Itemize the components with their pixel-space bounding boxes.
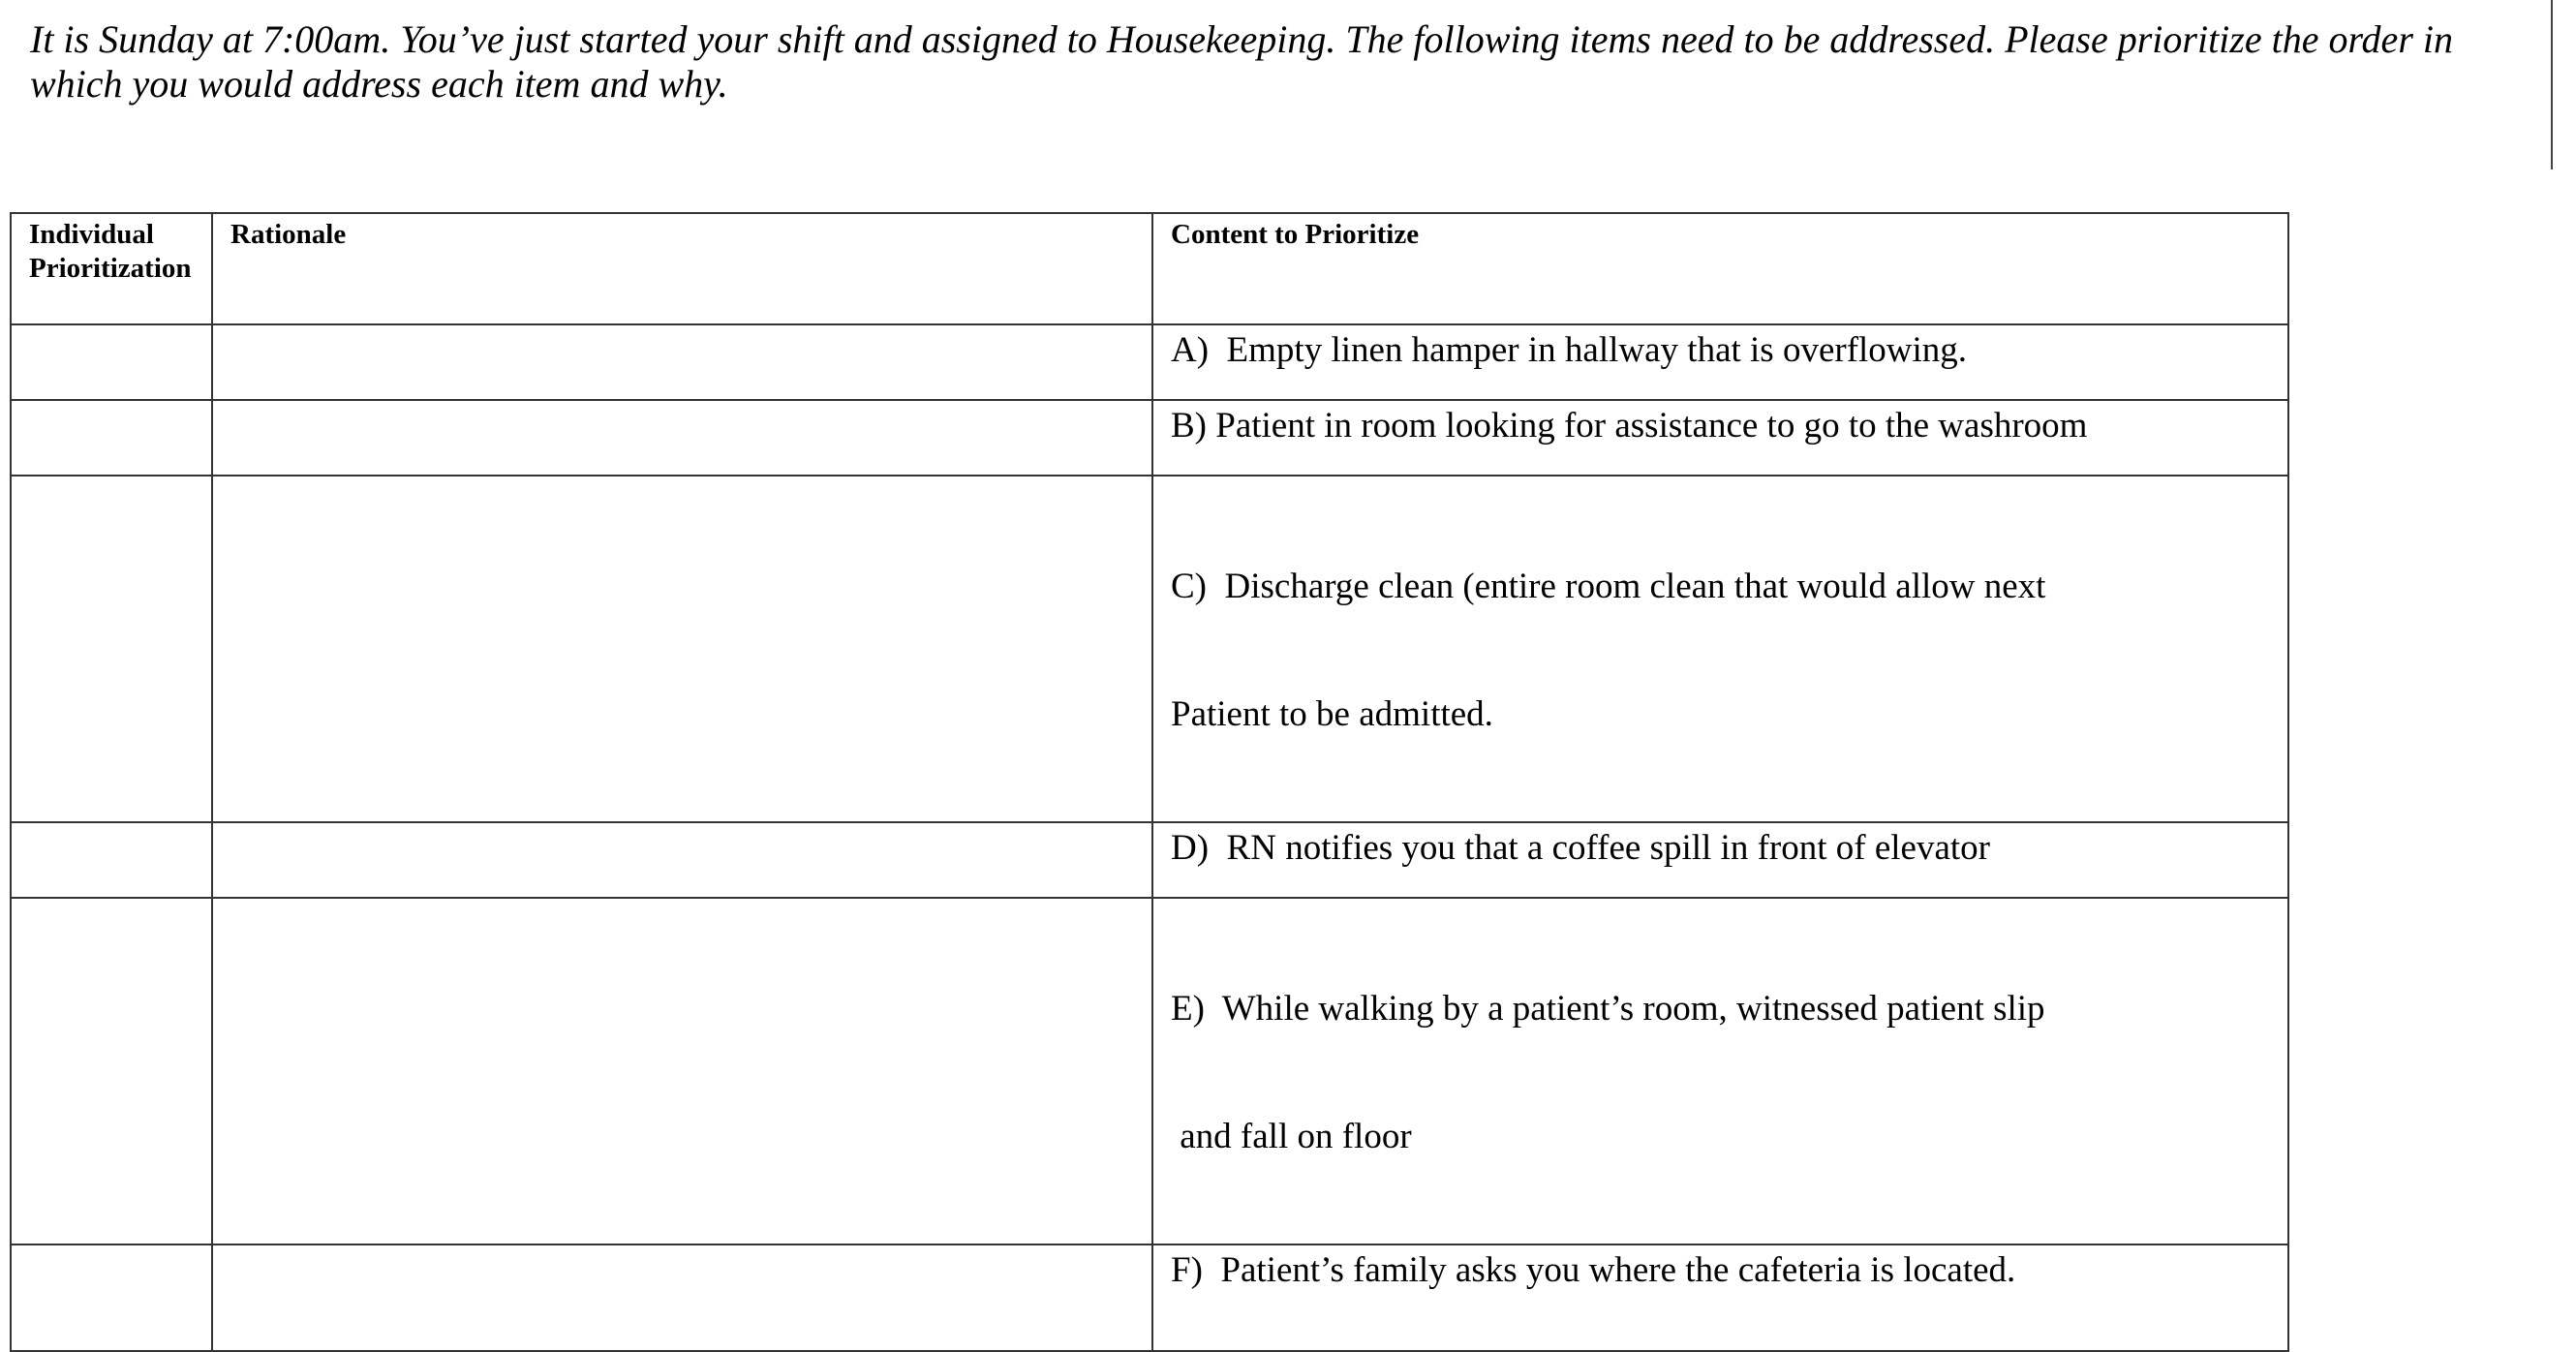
table-row (11, 324, 2288, 400)
table-row (11, 822, 2288, 898)
rationale-cell[interactable] (212, 898, 1152, 1244)
item-f-line-1: F) Patient’s family asks you where the cafeteria is located. (1171, 1250, 2016, 1290)
prioritization-cell[interactable] (11, 476, 212, 822)
header-content-to-prioritize: Content to Prioritize (1152, 213, 2288, 324)
content-cell (1152, 324, 2288, 400)
table-row (11, 400, 2288, 476)
table-row (11, 476, 2288, 822)
table-row (11, 1244, 2288, 1351)
item-e-line-1: E) While walking by a patient’s room, witnessed patient slip (1171, 989, 2045, 1029)
content-cell (1152, 1244, 2288, 1351)
prioritization-cell[interactable] (11, 1244, 212, 1351)
item-c-line-1: C) Discharge clean (entire room clean that would allow next (1171, 567, 2046, 606)
rationale-cell[interactable] (212, 1244, 1152, 1351)
content-cell (1152, 822, 2288, 898)
prioritization-cell[interactable] (11, 324, 212, 400)
content-cell (1152, 476, 2288, 822)
item-c-line-2: Patient to be admitted. (1171, 694, 1493, 734)
instructions-line-1: It is Sunday at 7:00am. You’ve just started your shift and assigned to Housekeeping. The following items need to be addressed. Please prioritize the order in (30, 17, 2453, 61)
rationale-cell[interactable] (212, 476, 1152, 822)
instructions-paragraph (30, 17, 2576, 107)
prioritization-cell[interactable] (11, 400, 212, 476)
item-b-line-1: B) Patient in room looking for assistance to go to the washroom (1171, 406, 2088, 446)
content-cell (1152, 400, 2288, 476)
header-prioritization-line-1: Individual (29, 219, 154, 250)
rationale-cell[interactable] (212, 400, 1152, 476)
prioritization-table (10, 212, 2289, 1352)
item-e-line-2: and fall on floor (1171, 1117, 1412, 1156)
header-prioritization-line-2: Prioritization (29, 253, 192, 284)
prioritization-cell[interactable] (11, 822, 212, 898)
rationale-cell[interactable] (212, 822, 1152, 898)
item-d-line-1: D) RN notifies you that a coffee spill in front of elevator (1171, 828, 1990, 868)
item-a-line-1: A) Empty linen hamper in hallway that is overflowing. (1171, 330, 1968, 370)
header-rationale: Rationale (212, 213, 1152, 324)
rationale-cell[interactable] (212, 324, 1152, 400)
header-individual-prioritization (11, 213, 212, 324)
page-edge-rule (2551, 0, 2553, 169)
table-row (11, 898, 2288, 1244)
content-cell (1152, 898, 2288, 1244)
table-header-row (11, 213, 2288, 324)
instructions-line-2: which you would address each item and why. (30, 62, 728, 106)
prioritization-cell[interactable] (11, 898, 212, 1244)
